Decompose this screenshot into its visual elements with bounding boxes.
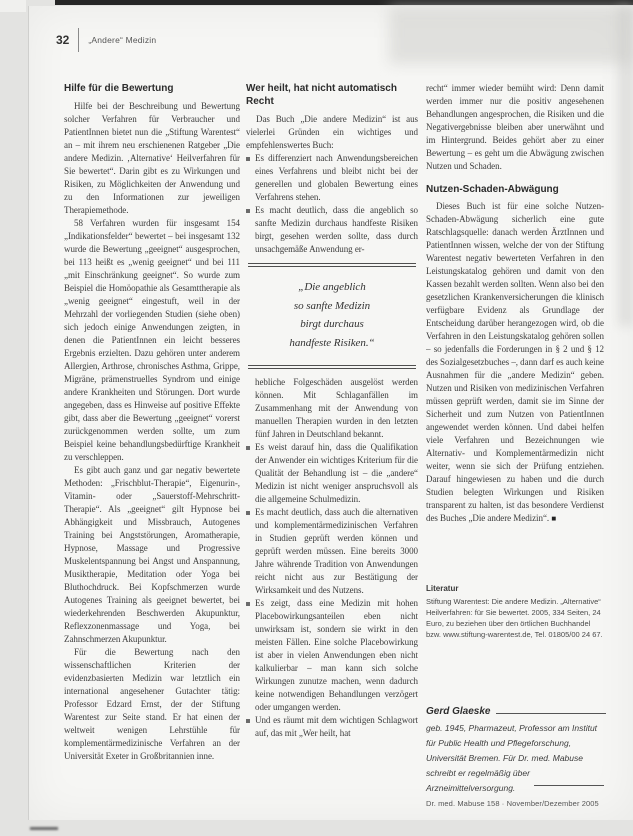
pull-quote-line: birgt durchaus	[300, 318, 364, 330]
pull-quote	[248, 263, 416, 369]
bullet-text: Es macht deutlich, dass die angeblich so sanfte Medizin durchaus handfeste Risiken birgt, gesehen werden sollte, dass durch unsachgemäße Anwendung er-	[255, 205, 418, 254]
bullet-icon	[246, 446, 250, 450]
paragraph: Hilfe bei der Beschreibung und Bewertung solcher Verfahren für Verbraucher und PatientInnen bietet nun die „Stiftung Warentest“ an – mit ihrem neu erschienenen Ratgeber „Die andere Medizin. ‚Alternative‘ Heilverfahren für Sie bewertet“. Darin gibt es zu Wirkungen und Risiken, zu Möglichkeiten der Anwendung und zu den Informationen zur jeweiligen Therapiemethode.	[64, 101, 240, 215]
page-footer: Dr. med. Mabuse 158 · November/Dezember 2005	[426, 799, 599, 808]
pull-quote-text	[248, 267, 416, 365]
list-item	[246, 714, 418, 740]
scan-edge-bottom-mark	[30, 827, 58, 830]
header-divider	[78, 28, 79, 52]
right-column-subheading: Nutzen-Schaden-Abwägung	[426, 184, 559, 195]
pull-quote-rule-bottom	[248, 365, 416, 369]
middle-column	[246, 82, 418, 800]
list-item	[246, 152, 418, 204]
author-name: Gerd Glaeske	[426, 706, 491, 717]
pull-quote-line: „Die angeblich	[298, 281, 366, 293]
author-box	[426, 706, 606, 793]
bullet-text: Es zeigt, dass eine Medizin mit hohen Placebowirkungsanteilen eben nicht unwirksam ist, sondern sie wirkt in den meisten Fällen. Eine solche Placebowirkung ist aber in vielen Anwendungen eben nicht kalkulierbar – man kann sich solche Wirkungen zunutze machen, wenn dadurch keine notwendigen Behandlungen verzögert oder umgangen werden.	[255, 598, 418, 712]
paragraph: 58 Verfahren wurden für insgesamt 154 „Indikationsfelder“ bewertet – bei insgesamt 132 wurde die Bewertung „geeignet“ ausgesprochen, bei 113 heißt es „wenig geeignet“ und bei 111 „mit Einschränkung geeignet“. So wurde zum Beispiel die Homöopathie als Gesamttherapie als „wenig geeignet“ eingestuft, weil in der Mehrzahl der vorliegenden Studien (siehe oben) sich jedoch einige Anwendungen zeigten, in denen die PatientInnen ein leicht besseres Ergebnis erzielten. Dazu gehören unter anderem Allergien, Arthrose, chronisches Asthma, Grippe, Migräne, prämenstruelles Syndrom und einige andere Krankheiten und Störungen. Dort wurde angegeben, dass es Hinweise auf positive Effekte gibt, dass aber die Bewertung „geeignet“ vorerst zurückgenommen werden sollte, um zum Beispiel keine behandlungsbedürftige Krankheit zu verschleppen.	[64, 218, 240, 462]
end-of-article-marker: ■	[551, 514, 557, 523]
scan-edge-top	[55, 0, 633, 5]
literature-text: Stiftung Warentest: Die andere Medizin. „Alternative“ Heilverfahren: für Sie bewertet. 2005, 334 Seiten, 24 Euro, zu beziehen über den örtlichen Buchhandel bzw. www.stiftung-warentest.de, Tel. 01805/00 24 67.	[426, 597, 603, 639]
paragraph-text: Dieses Buch ist für eine solche Nutzen-Schaden-Abwägung sicherlich eine gute Ratschlagsquelle: danach werden ÄrztInnen und PatientInnen wissen, welche der von der Stiftung Warentest negativ bewerteten Verfahren in den Leistungskatalog gehören und damit von den Kassen bezahlt werden sollten. Wenn also bei den gesetzlichen Krankenversicherungen die klinisch verfügbare Evidenz als Grundlage der Entscheidung darüber herangezogen wird, ob die Verfahren in den Leistungskatalog gehören sollen – so jedenfalls die Forderungen in § 2 und § 12 des Sozialgesetzbuches –, dann darf es auch keine Ausnahmen für die „andere Medizin“ geben. Nutzen und Risiken von medizinischen Verfahren müssen geprüft werden, damit sie im Sinne der Sicherheit und zum Nutzen von PatientInnen angewendet werden können. Und dabei helfen viele Verfahren und Bezeichnungen wie Alternativ- und Komplementärmedizin nicht weiter, wenn sie sich der Prüfung entziehen. Darauf hingewiesen zu haben und die durch Studien belegten Wirkungen und Risiken transparent zu halten, ist das besondere Verdienst des Buches „Die andere Medizin“.	[426, 201, 604, 523]
author-bio: geb. 1945, Pharmazeut, Professor am Institut für Public Health und Pflegeforschung, Universität Bremen. Für Dr. med. Mabuse schreibt er regelmäßig über Arzneimittelversorgung.	[426, 723, 598, 793]
pull-quote-line: handfeste Risiken.“	[289, 336, 375, 349]
paragraph: Für die Bewertung nach den wissenschaftlichen Kriterien der evidenzbasierten Medizin war letztlich ein international angesehener Gutachter tätig: Professor Edzard Ernst, der der Stiftung Warentest zur Seite stand. Er hat einen der weltweit wenigen Lehrstühle für komplementärmedizinische Verfahren an der Universität Exeter in Großbritannien inne.	[64, 647, 240, 761]
bullet-icon	[246, 719, 250, 723]
bullet-text: Es macht deutlich, dass auch die alternativen und komplementärmedizinischen Verfahren in Studien geprüft werden können und geprüft werden müssen. Eine bereits 3000 Jahre währende Tradition von Anwendungen reicht nicht aus zur Bestätigung der Wirksamkeit und des Nutzens.	[255, 507, 418, 595]
pull-quote-line: so sanfte Medizin	[293, 299, 371, 312]
bullet-text: Es differenziert nach Anwendungsbereichen eines Verfahrens und bleibt nicht bei der generellen und globalen Bewertung eines Verfahrens stehen.	[255, 153, 418, 202]
author-name-row	[426, 706, 606, 717]
list-item	[246, 204, 418, 256]
magazine-page	[28, 6, 633, 820]
scan-corner-artifact	[0, 0, 26, 12]
list-item	[246, 441, 418, 506]
bullet-text: Und es räumt mit dem wichtigen Schlagwort auf, das mit „Wer heilt, hat	[255, 715, 418, 738]
left-column	[64, 82, 240, 810]
bullet-icon	[246, 511, 250, 515]
page-header	[56, 28, 156, 52]
paragraph: recht“ immer wieder bemüht wird: Denn damit werden immer nur die positiv angesehenen Behandlungen angesprochen, die Risiken und die Negativergebnisse bleiben aber unerwähnt und im Hintergrund. Beides gehört aber zu einer Bewertung – es geht um die Abwägung zwischen Nutzen und Schaden.	[426, 83, 604, 171]
page-number: 32	[56, 33, 70, 47]
author-rule	[496, 713, 606, 714]
bullet-icon	[246, 602, 250, 606]
list-item	[246, 506, 418, 597]
left-column-heading: Hilfe für die Bewertung	[64, 83, 174, 94]
scan-shading-top-right	[389, 6, 633, 64]
paragraph: Es gibt auch ganz und gar negativ bewertete Methoden: „Frischblut-Therapie“, Eigenurin-, Vitamin- oder „Sauerstoff-Mehrschritt-Therapie“. Als „geeignet“ gilt Hypnose bei Abhängigkeit und Missbrauch, Autogenes Training bei Angststörungen, Aromatherapie, Hypnose, Massage und Progressive Muskelentspannung bei Angst und Anspannung, Musiktherapie, Meditation oder Yoga bei Bluthochdruck. Bei Kopfschmerzen wurde Autogenes Training als geeignet bewertet, bei wiederkehrenden Beschwerden Akupunktur, Reflexzonenmassage und Yoga, bei Zahnschmerzen Akupunktur.	[64, 465, 240, 644]
literature-label: Literatur	[426, 584, 459, 593]
paragraph: hebliche Folgeschäden ausgelöst werden können. Mit Schlaganfällen im Zusammenhang mit der Anwendung von manuellen Therapien wurden in den letzten fünf Jahren in Deutschland bekannt.	[255, 377, 418, 439]
bullet-icon	[246, 157, 250, 161]
right-column	[426, 82, 604, 568]
section-title: „Andere“ Medizin	[88, 35, 157, 45]
bullet-icon	[246, 209, 250, 213]
middle-column-heading: Wer heilt, hat nicht automatisch Recht	[246, 83, 397, 107]
paragraph	[426, 200, 604, 525]
literature-reference	[426, 584, 604, 640]
list-item	[246, 597, 418, 714]
scan-shading-right-edge	[618, 6, 633, 326]
author-end-rule	[534, 785, 604, 786]
bullet-text: Es weist darauf hin, dass die Qualifikation der Anwender ein wichtiges Kriterium für die Qualität der Behandlung ist – die „andere“ Medizin ist nicht weniger anspruchsvoll als die allgemeine Schulmedizin.	[255, 442, 418, 504]
paragraph: Das Buch „Die andere Medizin“ ist aus vielerlei Gründen ein wichtiges und empfehlenswertes Buch:	[246, 114, 418, 150]
